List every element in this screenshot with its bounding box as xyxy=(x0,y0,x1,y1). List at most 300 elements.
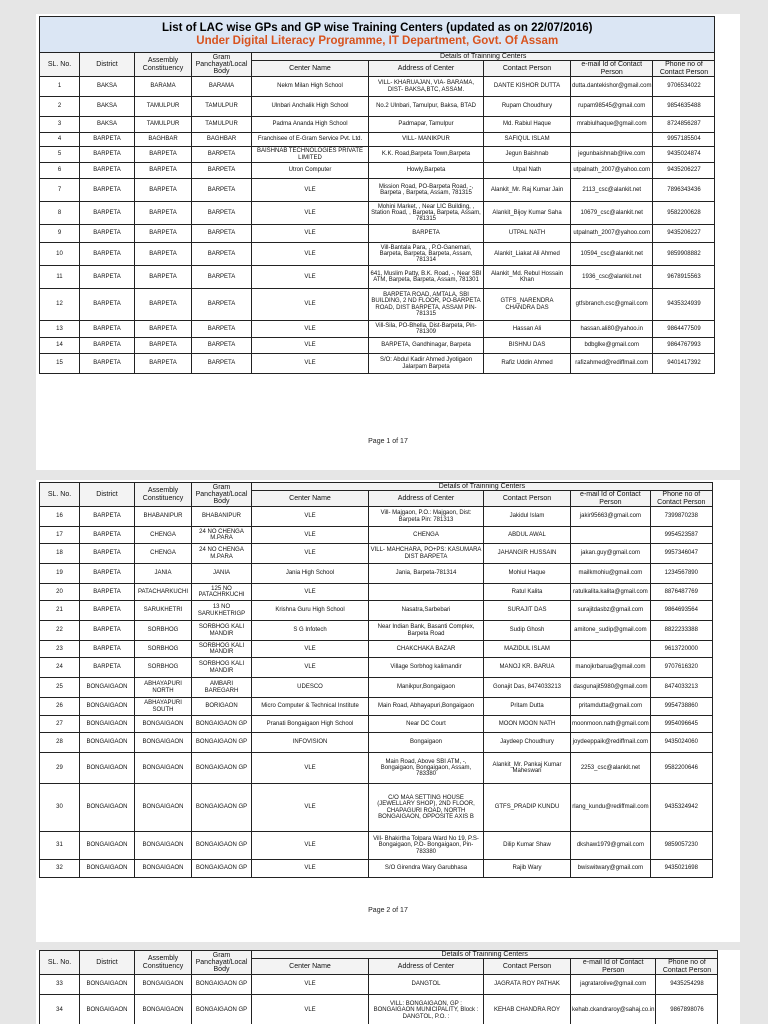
cell-address: VILL- MAHCHARA, PO+PS: KASUMARA DIST BARPETA xyxy=(369,544,484,564)
cell-center-name: VLE xyxy=(252,266,369,289)
cell-assembly-constituency: BARPETA xyxy=(135,163,192,179)
cell-gram-panchayat: 13 NO SARUKHETRIGP xyxy=(192,601,252,621)
table-row xyxy=(40,147,715,163)
cell-email: mailkmohiu@gmail.com xyxy=(571,564,651,584)
table-row xyxy=(40,784,713,832)
cell-contact-person: MAZIDUL ISLAM xyxy=(484,641,571,658)
cell-center-name: Micro Computer & Technical Institute xyxy=(252,698,369,716)
cell-gram-panchayat: JANIA xyxy=(192,564,252,584)
table-row xyxy=(40,733,713,753)
cell-contact-person: JAHANGIR HUSSAIN xyxy=(484,544,571,564)
header-district: District xyxy=(80,951,135,975)
cell-address: CHAKCHAKA BAZAR xyxy=(369,641,484,658)
cell-center-name: Pranati Bongaigaon High School xyxy=(252,716,369,733)
header-gram-panchayat: Gram Panchayat/Local Body xyxy=(192,53,252,77)
cell-gram-panchayat: BONGAIGAON GP xyxy=(192,860,252,878)
document-page-1 xyxy=(36,14,740,470)
cell-sl: 26 xyxy=(40,698,80,716)
cell-contact-person: Rajib Wary xyxy=(484,860,571,878)
cell-phone: 9435324942 xyxy=(650,784,712,832)
cell-contact-person: Alankit_Mr. Raj Kumar Jain xyxy=(484,179,571,202)
table-row xyxy=(40,564,713,584)
cell-district: BONGAIGAON xyxy=(80,698,135,716)
cell-contact-person: SAFIQUL ISLAM xyxy=(484,133,571,147)
training-centers-table-3 xyxy=(39,950,718,1024)
cell-center-name: VLE xyxy=(252,321,369,338)
table-row xyxy=(40,601,713,621)
cell-center-name: VLE xyxy=(252,202,369,225)
cell-sl: 34 xyxy=(40,995,80,1024)
cell-assembly-constituency: ABHAYAPURI SOUTH xyxy=(135,698,192,716)
cell-gram-panchayat: TAMULPUR xyxy=(192,97,252,117)
cell-district: BONGAIGAON xyxy=(80,753,135,784)
cell-email: ratulkalita.kalita@gmail.com xyxy=(571,584,651,601)
cell-center-name: VLE xyxy=(252,975,369,995)
cell-phone: 9854635488 xyxy=(653,97,715,117)
cell-phone: 9435206227 xyxy=(653,225,715,243)
training-centers-table-2 xyxy=(39,482,713,878)
cell-assembly-constituency: SORBHOG xyxy=(135,641,192,658)
cell-phone: 9864693564 xyxy=(650,601,712,621)
cell-assembly-constituency: BARPETA xyxy=(135,202,192,225)
cell-district: BARPETA xyxy=(80,584,135,601)
cell-email: 10594_csc@alankit.net xyxy=(571,243,653,266)
cell-phone: 9435024060 xyxy=(650,733,712,753)
cell-sl: 29 xyxy=(40,753,80,784)
cell-center-name: Nekm Milan High School xyxy=(252,77,369,97)
cell-sl: 3 xyxy=(40,117,80,133)
cell-address: Vill- Majgaon, P.O.: Majgaon, Dist: Barpeta Pin: 781313 xyxy=(369,507,484,527)
cell-assembly-constituency: BONGAIGAON xyxy=(135,716,192,733)
cell-gram-panchayat: BORIGAON xyxy=(192,698,252,716)
cell-email: dutta.dantekishor@gmail.com xyxy=(571,77,653,97)
cell-gram-panchayat: SORBHOG KALI MANDIR xyxy=(192,621,252,641)
cell-center-name: VLE xyxy=(252,338,369,354)
cell-assembly-constituency: ABHAYAPURI NORTH xyxy=(135,678,192,698)
cell-email: 10679_csc@alankit.net xyxy=(571,202,653,225)
cell-address: K.K. Road,Barpeta Town,Barpeta xyxy=(369,147,484,163)
header-address: Address of Center xyxy=(369,491,484,507)
cell-address: Village Sorbhog kalimandir xyxy=(369,658,484,678)
header-phone: Phone no of Contact Person xyxy=(656,959,718,975)
cell-email: jegunbaishnab@live.com xyxy=(571,147,653,163)
table-row xyxy=(40,975,718,995)
cell-sl: 20 xyxy=(40,584,80,601)
header-center-name: Center Name xyxy=(252,959,369,975)
cell-sl: 7 xyxy=(40,179,80,202)
cell-address: S/O Girendra Wary Garubhasa xyxy=(369,860,484,878)
cell-email: jakan.guy@gmail.com xyxy=(571,544,651,564)
cell-district: BONGAIGAON xyxy=(80,832,135,860)
cell-gram-panchayat: BARPETA xyxy=(192,266,252,289)
cell-sl: 5 xyxy=(40,147,80,163)
cell-sl: 22 xyxy=(40,621,80,641)
cell-email: 2113_csc@alankit.net xyxy=(571,179,653,202)
cell-address: VILL: BONGAIGAON, GP : BONGAIGAON MUNICIPALITY, Block : DANGTOL, P.O. : xyxy=(369,995,484,1024)
cell-gram-panchayat: BARPETA xyxy=(192,338,252,354)
cell-center-name: VLE xyxy=(252,527,369,544)
cell-gram-panchayat: BONGAIGAON GP xyxy=(192,975,252,995)
header-email: e-mail Id of Contact Person xyxy=(571,959,656,975)
table-row xyxy=(40,225,715,243)
cell-phone: 9864477509 xyxy=(653,321,715,338)
table-row xyxy=(40,716,713,733)
cell-phone: 9859057230 xyxy=(650,832,712,860)
cell-assembly-constituency: SARUKHETRI xyxy=(135,601,192,621)
cell-assembly-constituency: SORBHOG xyxy=(135,658,192,678)
cell-center-name: VLE xyxy=(252,584,369,601)
cell-gram-panchayat: BARPETA xyxy=(192,147,252,163)
cell-district: BONGAIGAON xyxy=(80,860,135,878)
cell-address: Main Road, Abhayapuri,Bongaigaon xyxy=(369,698,484,716)
cell-email: surajitdasbz@gmail.com xyxy=(571,601,651,621)
cell-gram-panchayat: 24 NO CHENGA M.PARA xyxy=(192,544,252,564)
cell-email: kehab.ckandraroy@sahaj.co.in xyxy=(571,995,656,1024)
document-page-3 xyxy=(36,950,740,1024)
cell-district: BARPETA xyxy=(80,527,135,544)
cell-assembly-constituency: CHENGA xyxy=(135,544,192,564)
cell-phone: 9954738860 xyxy=(650,698,712,716)
cell-phone: 1234567890 xyxy=(650,564,712,584)
header-center-name: Center Name xyxy=(252,61,369,77)
cell-address: Howly,Barpeta xyxy=(369,163,484,179)
cell-email xyxy=(571,133,653,147)
cell-address: VILL- KHARUAJAN, VIA- BARAMA, DIST- BAKSA,BTC, ASSAM. xyxy=(369,77,484,97)
document-subtitle: Under Digital Literacy Programme, IT Department, Govt. Of Assam xyxy=(196,34,559,47)
cell-sl: 13 xyxy=(40,321,80,338)
cell-phone: 9435021698 xyxy=(650,860,712,878)
cell-address: Main Road, Above SBI ATM, -, Bongaigaon, Bongaigaon, Assam, 783380 xyxy=(369,753,484,784)
cell-sl: 1 xyxy=(40,77,80,97)
cell-district: BARPETA xyxy=(80,289,135,321)
cell-email: rupam98545@gmail.com xyxy=(571,97,653,117)
cell-district: BARPETA xyxy=(80,243,135,266)
cell-center-name: VLE xyxy=(252,507,369,527)
cell-assembly-constituency: BARPETA xyxy=(135,321,192,338)
cell-sl: 2 xyxy=(40,97,80,117)
header-phone: Phone no of Contact Person xyxy=(650,491,712,507)
cell-email: rlang_kundu@rediffmail.com xyxy=(571,784,651,832)
cell-phone: 9401417392 xyxy=(653,354,715,374)
cell-phone: 9867898076 xyxy=(656,995,718,1024)
cell-gram-panchayat: BARPETA xyxy=(192,202,252,225)
cell-center-name: VLE xyxy=(252,354,369,374)
cell-district: BARPETA xyxy=(80,507,135,527)
table-row xyxy=(40,202,715,225)
cell-gram-panchayat: BHABANIPUR xyxy=(192,507,252,527)
table-row xyxy=(40,354,715,374)
table-row xyxy=(40,621,713,641)
cell-address: Bongaigaon xyxy=(369,733,484,753)
cell-phone: 8822233388 xyxy=(650,621,712,641)
cell-gram-panchayat: BONGAIGAON GP xyxy=(192,753,252,784)
cell-sl: 27 xyxy=(40,716,80,733)
cell-contact-person: KEHAB CHANDRA ROY xyxy=(484,995,571,1024)
cell-address: Near Indian Bank, Basanti Complex, Barpeta Road xyxy=(369,621,484,641)
cell-assembly-constituency: BONGAIGAON xyxy=(135,995,192,1024)
header-contact: Contact Person xyxy=(484,61,571,77)
cell-assembly-constituency: BONGAIGAON xyxy=(135,975,192,995)
cell-contact-person: BISHNU DAS xyxy=(484,338,571,354)
cell-center-name: UDESCO xyxy=(252,678,369,698)
cell-gram-panchayat: SORBHOG KALI MANDIR xyxy=(192,641,252,658)
header-email: e-mail Id of Contact Person xyxy=(571,61,653,77)
cell-phone: 9706534022 xyxy=(653,77,715,97)
header-gram-panchayat: Gram Panchayat/Local Body xyxy=(192,951,252,975)
header-district: District xyxy=(80,483,135,507)
cell-gram-panchayat: BONGAIGAON GP xyxy=(192,784,252,832)
cell-phone: 9435324939 xyxy=(653,289,715,321)
cell-contact-person: GTFS_NARENDRA CHANDRA DAS xyxy=(484,289,571,321)
table-row xyxy=(40,289,715,321)
cell-assembly-constituency: BARPETA xyxy=(135,225,192,243)
cell-district: BAKSA xyxy=(80,117,135,133)
header-assembly-constituency: Assembly Constituency xyxy=(135,53,192,77)
cell-address: C/O MAA SETTING HOUSE (JEWELLARY SHOP), 2ND FLOOR, CHAPAGURI ROAD, NORTH BONGAIGAON, OPPOSITE AXIS B xyxy=(369,784,484,832)
cell-district: BONGAIGAON xyxy=(80,733,135,753)
cell-assembly-constituency: BARPETA xyxy=(135,338,192,354)
title-cell xyxy=(40,17,715,53)
header-address: Address of Center xyxy=(369,61,484,77)
header-sl: SL. No. xyxy=(40,483,80,507)
cell-phone: 9957346047 xyxy=(650,544,712,564)
cell-address: Vill- Bhakirtha Tolpara Ward No 19, P.S-Bongaigaon, P.O- Bongaigaon, Pin- 783380 xyxy=(369,832,484,860)
cell-email: gtfsbranch.csc@gmail.com xyxy=(571,289,653,321)
cell-gram-panchayat: BARPETA xyxy=(192,354,252,374)
cell-contact-person: Ratul Kalita xyxy=(484,584,571,601)
cell-contact-person: UTPAL NATH xyxy=(484,225,571,243)
cell-phone: 9435206227 xyxy=(653,163,715,179)
cell-assembly-constituency: BARPETA xyxy=(135,179,192,202)
cell-center-name: Krishna Guru High School xyxy=(252,601,369,621)
cell-center-name: Utron Computer xyxy=(252,163,369,179)
cell-center-name: VLE xyxy=(252,641,369,658)
table-row xyxy=(40,860,713,878)
cell-gram-panchayat: SORBHOG KALI MANDIR xyxy=(192,658,252,678)
cell-district: BARPETA xyxy=(80,621,135,641)
cell-sl: 18 xyxy=(40,544,80,564)
cell-phone: 9859908882 xyxy=(653,243,715,266)
page-number: Page 2 of 17 xyxy=(368,907,408,914)
cell-email: 2253_csc@alankit.net xyxy=(571,753,651,784)
cell-sl: 31 xyxy=(40,832,80,860)
header-district: District xyxy=(80,53,135,77)
cell-center-name: Jania High School xyxy=(252,564,369,584)
cell-contact-person: Rupam Choudhury xyxy=(484,97,571,117)
cell-gram-panchayat: BARAMA xyxy=(192,77,252,97)
cell-sl: 30 xyxy=(40,784,80,832)
header-assembly-constituency: Assembly Constituency xyxy=(135,951,192,975)
table-row xyxy=(40,133,715,147)
table-row xyxy=(40,179,715,202)
document-page-2 xyxy=(36,480,740,942)
table-row xyxy=(40,266,715,289)
cell-assembly-constituency: BONGAIGAON xyxy=(135,753,192,784)
cell-center-name: VLE xyxy=(252,289,369,321)
table-row xyxy=(40,243,715,266)
cell-sl: 17 xyxy=(40,527,80,544)
table-row xyxy=(40,832,713,860)
cell-address: 641, Muslim Patty, B.K. Road, -, Near SBI ATM, Barpeta, Barpeta, Assam, 781301 xyxy=(369,266,484,289)
cell-district: BARPETA xyxy=(80,338,135,354)
cell-assembly-constituency: BAGHBAR xyxy=(135,133,192,147)
cell-sl: 8 xyxy=(40,202,80,225)
cell-contact-person: Sudip Ghosh xyxy=(484,621,571,641)
cell-assembly-constituency: BONGAIGAON xyxy=(135,832,192,860)
cell-center-name: INFOVISION xyxy=(252,733,369,753)
cell-center-name: VLE xyxy=(252,658,369,678)
table-row xyxy=(40,97,715,117)
cell-sl: 21 xyxy=(40,601,80,621)
cell-center-name: VLE xyxy=(252,179,369,202)
cell-assembly-constituency: BONGAIGAON xyxy=(135,860,192,878)
cell-phone: 9678915563 xyxy=(653,266,715,289)
cell-assembly-constituency: TAMULPUR xyxy=(135,117,192,133)
cell-address: CHENGA xyxy=(369,527,484,544)
cell-address: Nasatra,Sarbebari xyxy=(369,601,484,621)
cell-assembly-constituency: CHENGA xyxy=(135,527,192,544)
cell-address: Vill-Sila, PO-Bhella, Dist-Barpeta, Pin-781309 xyxy=(369,321,484,338)
cell-sl: 4 xyxy=(40,133,80,147)
cell-gram-panchayat: BAGHBAR xyxy=(192,133,252,147)
cell-sl: 33 xyxy=(40,975,80,995)
cell-gram-panchayat: BARPETA xyxy=(192,243,252,266)
cell-assembly-constituency: BARPETA xyxy=(135,147,192,163)
cell-email: amitone_sudip@gmail.com xyxy=(571,621,651,641)
cell-sl: 6 xyxy=(40,163,80,179)
cell-contact-person: Alankit_Bijoy Kumar Saha xyxy=(484,202,571,225)
header-email: e-mail Id of Contact Person xyxy=(571,491,651,507)
cell-email: rafizahmed@rediffmail.com xyxy=(571,354,653,374)
cell-district: BARPETA xyxy=(80,179,135,202)
header-details: Details of Trainning Centers xyxy=(252,951,718,959)
cell-phone: 9954096645 xyxy=(650,716,712,733)
document-title: List of LAC wise GPs and GP wise Training Centers (updated as on 22/07/2016) xyxy=(161,22,593,35)
cell-address: DANGTOL xyxy=(369,975,484,995)
header-sl: SL. No. xyxy=(40,53,80,77)
cell-email: dkshaw1979@gmail.com xyxy=(571,832,651,860)
cell-district: BARPETA xyxy=(80,163,135,179)
cell-gram-panchayat: BARPETA xyxy=(192,225,252,243)
cell-contact-person: Jegun Baishnab xyxy=(484,147,571,163)
cell-district: BAKSA xyxy=(80,97,135,117)
header-contact: Contact Person xyxy=(484,491,571,507)
cell-sl: 23 xyxy=(40,641,80,658)
cell-contact-person: Utpal Nath xyxy=(484,163,571,179)
cell-sl: 25 xyxy=(40,678,80,698)
cell-phone: 7399870238 xyxy=(650,507,712,527)
cell-sl: 11 xyxy=(40,266,80,289)
cell-center-name: VLE xyxy=(252,832,369,860)
table-row xyxy=(40,753,713,784)
cell-assembly-constituency: BARPETA xyxy=(135,243,192,266)
cell-email: jakir95663@gmail.com xyxy=(571,507,651,527)
cell-gram-panchayat: BARPETA xyxy=(192,179,252,202)
header-details: Details of Trainning Centers xyxy=(252,483,713,491)
cell-contact-person: SURAJIT DAS xyxy=(484,601,571,621)
header-address: Address of Center xyxy=(369,959,484,975)
cell-assembly-constituency: SORBHOG xyxy=(135,621,192,641)
cell-district: BONGAIGAON xyxy=(80,995,135,1024)
cell-email: 1936_csc@alankit.net xyxy=(571,266,653,289)
cell-phone: 8876487769 xyxy=(650,584,712,601)
header-details: Details of Trainning Centers xyxy=(252,53,715,61)
header-contact: Contact Person xyxy=(484,959,571,975)
cell-assembly-constituency: BONGAIGAON xyxy=(135,784,192,832)
table-row xyxy=(40,77,715,97)
cell-contact-person: Hassan Ali xyxy=(484,321,571,338)
cell-district: BARPETA xyxy=(80,321,135,338)
cell-center-name: S G Infotech xyxy=(252,621,369,641)
cell-sl: 10 xyxy=(40,243,80,266)
cell-address: Mission Road, PO-Barpeta Road, -, Barpeta , Barpeta, Assam, 781315 xyxy=(369,179,484,202)
cell-address: Padmapar, Tamulpur xyxy=(369,117,484,133)
cell-district: BARPETA xyxy=(80,354,135,374)
cell-phone: 9613720000 xyxy=(650,641,712,658)
cell-email: pritamdutta@gmail.com xyxy=(571,698,651,716)
cell-gram-panchayat: BONGAIGAON GP xyxy=(192,832,252,860)
cell-phone: 9435254298 xyxy=(656,975,718,995)
cell-assembly-constituency: PATACHARKUCHI xyxy=(135,584,192,601)
cell-phone: 9957185504 xyxy=(653,133,715,147)
cell-center-name: VLE xyxy=(252,784,369,832)
cell-district: BARPETA xyxy=(80,544,135,564)
cell-sl: 14 xyxy=(40,338,80,354)
cell-phone: 9954523587 xyxy=(650,527,712,544)
cell-assembly-constituency: BARAMA xyxy=(135,77,192,97)
cell-contact-person: Rafiz Uddin Ahmed xyxy=(484,354,571,374)
cell-address: S/O: Abdul Kadir Ahmed Jyotigaon Jalarpam Barpeta xyxy=(369,354,484,374)
cell-address: Mohini Market, , Near LIC Building, , Station Road, , Barpeta, Barpeta, Assam, 781315 xyxy=(369,202,484,225)
cell-email: joydeeppaik@rediffmail.com xyxy=(571,733,651,753)
cell-address: BARPETA ROAD, AMTALA, SBI BUILDING, 2 ND FLOOR, PO-BARPETA ROAD, DIST BARPETA, ASSAM PIN-781315 xyxy=(369,289,484,321)
cell-phone: 9707616320 xyxy=(650,658,712,678)
cell-contact-person: ABDUL AWAL xyxy=(484,527,571,544)
cell-assembly-constituency: JANIA xyxy=(135,564,192,584)
cell-contact-person: Md. Rabiul Haque xyxy=(484,117,571,133)
cell-contact-person: Jaydeep Choudhury xyxy=(484,733,571,753)
cell-gram-panchayat: 24 NO CHENGA M.PARA xyxy=(192,527,252,544)
cell-contact-person: Pritam Dutta xyxy=(484,698,571,716)
cell-contact-person: Alankit_Mr. Pankaj Kumar Maheswari xyxy=(484,753,571,784)
cell-sl: 12 xyxy=(40,289,80,321)
cell-center-name: Ulnbari Anchalik High School xyxy=(252,97,369,117)
cell-email: utpalnath_2007@yahoo.com xyxy=(571,163,653,179)
cell-contact-person: Dilip Kumar Shaw xyxy=(484,832,571,860)
cell-address xyxy=(369,584,484,601)
cell-district: BARPETA xyxy=(80,147,135,163)
cell-center-name: VLE xyxy=(252,995,369,1024)
cell-gram-panchayat: 125 NO PATACHRKUCHI xyxy=(192,584,252,601)
cell-phone: 9582200646 xyxy=(650,753,712,784)
table-row xyxy=(40,995,718,1024)
cell-sl: 24 xyxy=(40,658,80,678)
cell-gram-panchayat: BONGAIGAON GP xyxy=(192,716,252,733)
cell-district: BONGAIGAON xyxy=(80,784,135,832)
cell-center-name: VLE xyxy=(252,243,369,266)
cell-district: BONGAIGAON xyxy=(80,975,135,995)
cell-center-name: Franchisee of E-Gram Service Pvt. Ltd. xyxy=(252,133,369,147)
cell-email: hassan.ali80@yahoo.in xyxy=(571,321,653,338)
cell-gram-panchayat: BARPETA xyxy=(192,163,252,179)
cell-sl: 9 xyxy=(40,225,80,243)
table-row xyxy=(40,163,715,179)
cell-contact-person: MANOJ KR. BARUA xyxy=(484,658,571,678)
cell-email: mrabiulhaque@gmail.com xyxy=(571,117,653,133)
cell-email xyxy=(571,641,651,658)
table-row xyxy=(40,641,713,658)
cell-phone: 8724856287 xyxy=(653,117,715,133)
